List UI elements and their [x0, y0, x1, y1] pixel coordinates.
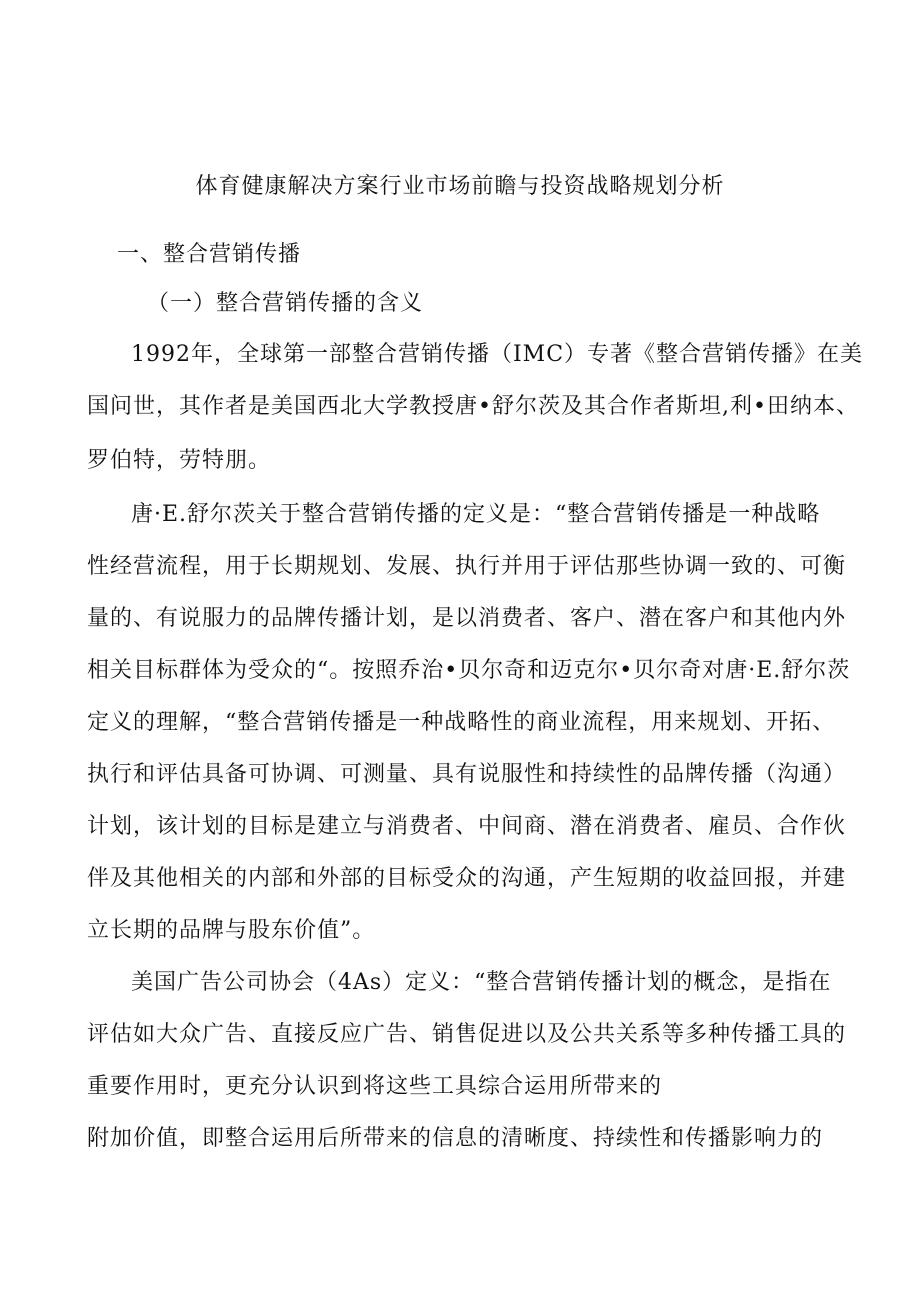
- paragraph-line: 伴及其他相关的内部和外部的目标受众的沟通，产生短期的收益回报，并建: [87, 866, 847, 891]
- paragraph-line: 国问世，其作者是美国西北大学教授唐•舒尔茨及其合作者斯坦,利•田纳本、: [87, 394, 859, 419]
- paragraph-line: 立长期的品牌与股东价值”。: [87, 918, 376, 943]
- paragraph-line: 定义的理解，“整合营销传播是一种战略性的商业流程，用来规划、开拓、: [87, 710, 836, 735]
- section-heading: 一、整合营销传播: [117, 242, 302, 267]
- paragraph-line: 评估如大众广告、直接反应广告、销售促进以及公共关系等多种传播工具的: [87, 1022, 847, 1047]
- paragraph-line: 量的、有说服力的品牌传播计划，是以消费者、客户、潜在客户和其他内外: [87, 606, 847, 631]
- paragraph-line: 重要作用时，更充分认识到将这些工具综合运用所带来的: [87, 1074, 663, 1099]
- paragraph-line: 罗伯特，劳特朋。: [87, 448, 272, 473]
- paragraph-line: 执行和评估具备可协调、可测量、具有说服性和持续性的品牌传播（沟通）: [87, 762, 847, 787]
- paragraph-line: 计划，该计划的目标是建立与消费者、中间商、潜在消费者、雇员、合作伙: [87, 814, 847, 839]
- paragraph-line: 唐·E.舒尔茨关于整合营销传播的定义是：“整合营销传播是一种战略: [131, 502, 821, 527]
- paragraph-line: 相关目标群体为受众的“。按照乔治•贝尔奇和迈克尔•贝尔奇对唐·E.舒尔茨: [87, 658, 851, 683]
- subsection-heading: （一）整合营销传播的含义: [147, 291, 424, 316]
- paragraph-line: 性经营流程，用于长期规划、发展、执行并用于评估那些协调一致的、可衡: [87, 554, 847, 579]
- paragraph-line: 附加价值，即整合运用后所带来的信息的清晰度、持续性和传播影响力的: [87, 1126, 824, 1151]
- paragraph-line: 1992年，全球第一部整合营销传播（IMC）专著《整合营销传播》在美: [131, 342, 864, 367]
- paragraph-line: 美国广告公司协会（4As）定义：“整合营销传播计划的概念，是指在: [131, 970, 832, 995]
- document-title: 体育健康解决方案行业市场前瞻与投资战略规划分析: [195, 174, 725, 199]
